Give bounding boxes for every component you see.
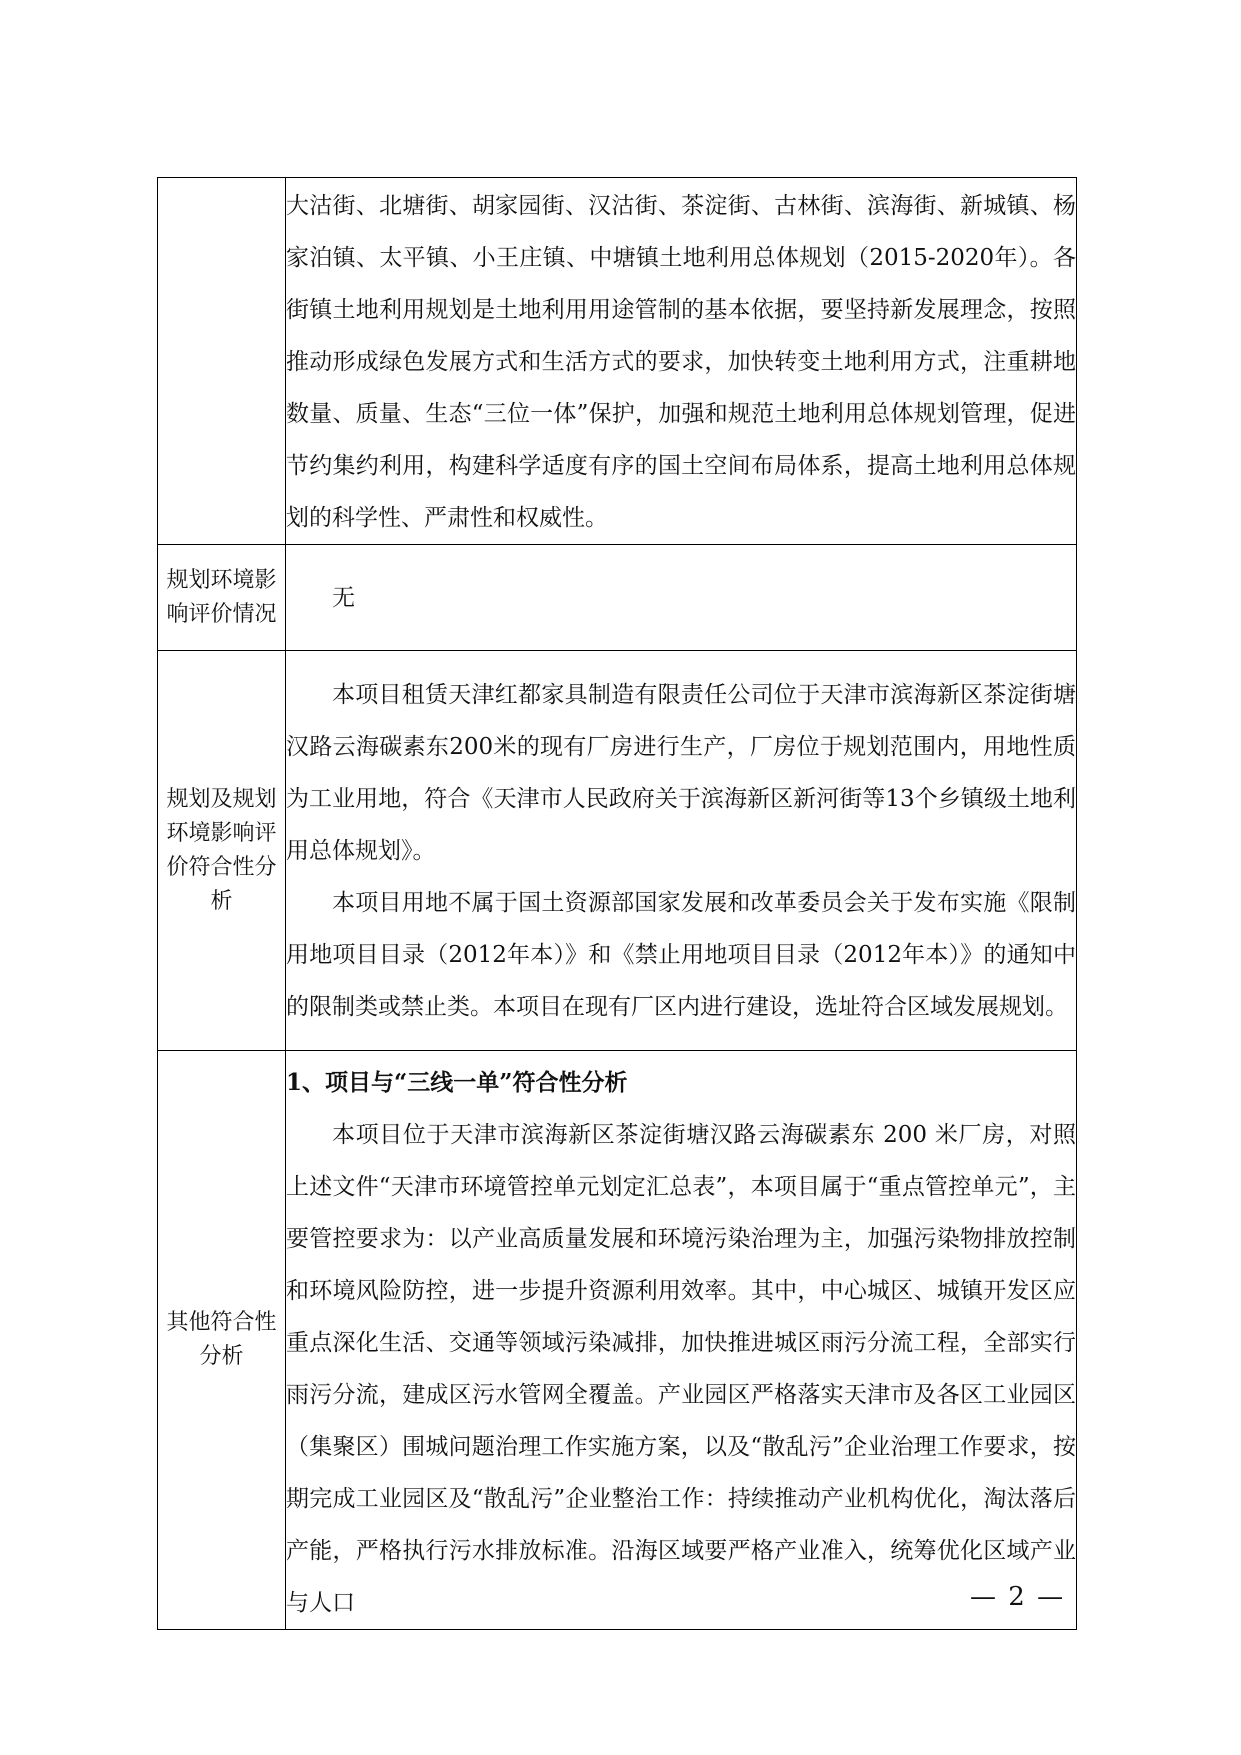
row-label: 其他符合性分析	[158, 1051, 286, 1630]
row-label: 规划及规划环境影响评价符合性分析	[158, 651, 286, 1051]
table-row	[158, 545, 1077, 651]
paragraph: 本项目用地不属于国土资源部国家发展和改革委员会关于发布实施《限制用地项目目录（2012年本）》和《禁止用地项目目录（2012年本）》的通知中的限制类或禁止类。本项目在现有厂区内进行建设，选址符合区域发展规划。	[286, 889, 1076, 1020]
row-label: 规划环境影响评价情况	[158, 545, 286, 651]
paragraph: 本项目位于天津市滨海新区茶淀街塘汉路云海碳素东 200 米厂房，对照上述文件“天津市环境管控单元划定汇总表”，本项目属于“重点管控单元”，主要管控要求为：以产业高质量发展和环境污染治理为主，加强污染物排放控制和环境风险防控，进一步提升资源利用效率。其中，中心城区、城镇开发区应重点深化生活、交通等领域污染减排，加快推进城区雨污分流工程，全部实行雨污分流，建成区污水管网全覆盖。产业园区严格落实天津市及各区工业园区（集聚区）围城问题治理工作实施方案，以及“散乱污”企业治理工作要求，按期完成工业园区及“散乱污”企业整治工作：持续推动产业机构优化，淘汰落后产能，严格执行污水排放标准。沿海区域要严格产业准入，统筹优化区域产业与人口	[286, 1122, 1076, 1616]
row-content	[286, 1051, 1077, 1630]
row-label	[158, 178, 286, 545]
table-row	[158, 1051, 1077, 1630]
row-content	[286, 178, 1077, 545]
paragraph: 本项目租赁天津红都家具制造有限责任公司位于天津市滨海新区茶淀街塘汉路云海碳素东200米的现有厂房进行生产，厂房位于规划范围内，用地性质为工业用地，符合《天津市人民政府关于滨海新区新河街等13个乡镇级土地利用总体规划》。	[286, 681, 1076, 864]
paragraph: 无	[332, 584, 355, 611]
document-table	[157, 177, 1077, 1630]
table-row	[158, 651, 1077, 1051]
row-content	[286, 651, 1077, 1051]
section-heading: 1、项目与“三线一单”符合性分析	[286, 1069, 628, 1096]
paragraph: 大沽街、北塘街、胡家园街、汉沽街、茶淀街、古林街、滨海街、新城镇、杨家泊镇、太平镇、小王庄镇、中塘镇土地利用总体规划（2015-2020年）。各街镇土地利用规划是土地利用用途管制的基本依据，要坚持新发展理念，按照推动形成绿色发展方式和生活方式的要求，加快转变土地利用方式，注重耕地数量、质量、生态“三位一体”保护，加强和规范土地利用总体规划管理，促进节约集约利用，构建科学适度有序的国土空间布局体系，提高土地利用总体规划的科学性、严肃性和权威性。	[286, 193, 1076, 531]
page-number: — 2 —	[970, 1582, 1066, 1612]
table-row	[158, 178, 1077, 545]
row-content	[286, 545, 1077, 651]
